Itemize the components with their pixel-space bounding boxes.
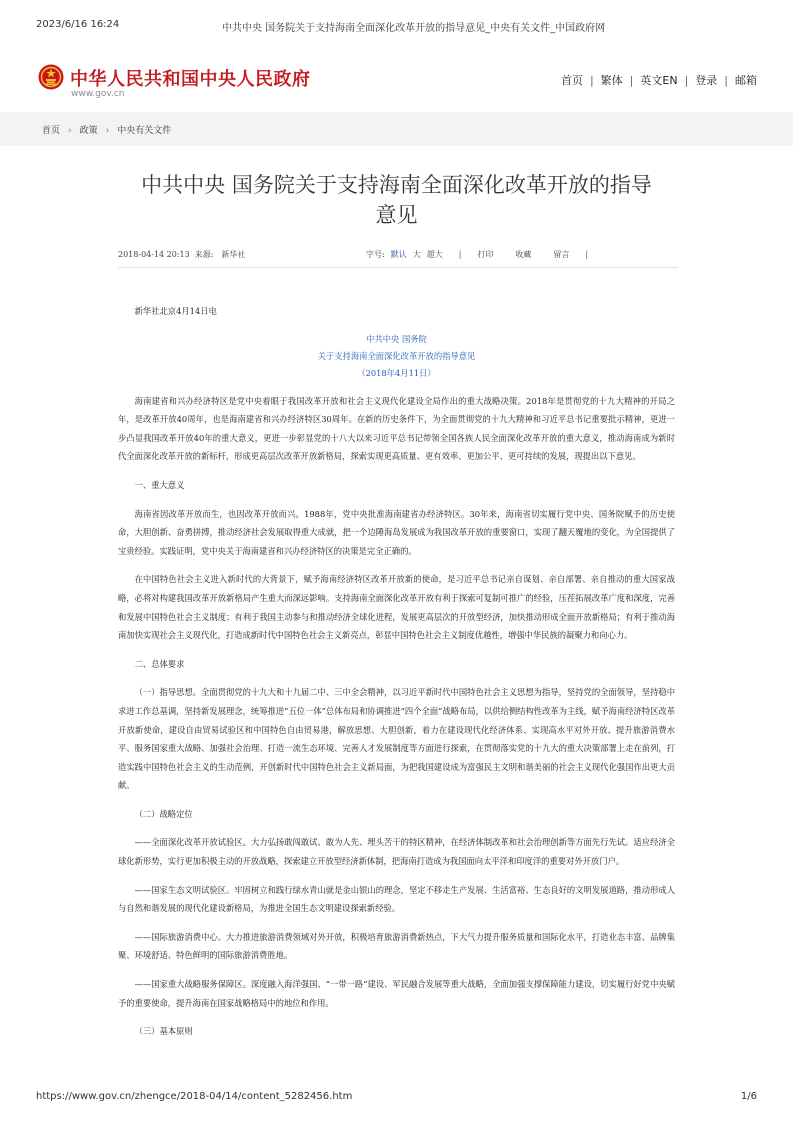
breadcrumb-central-docs[interactable]: 中央有关文件 (117, 126, 172, 136)
font-size-label: 字号: (366, 250, 385, 259)
top-nav (561, 72, 757, 88)
subsection-heading: （三）基本原则 (134, 1026, 193, 1037)
nav-divider: | (589, 74, 594, 87)
paragraph-intro: 海南建省和兴办经济特区是党中央着眼于我国改革开放和社会主义现代化建设全局作出的重大战略决策。2018年是贯彻党的十九大精神的开局之年，是改革开放40周年，也是海南建省和兴办经济特区30周年。在新的历史条件下，为全面贯彻党的十九大精神和习近平总书记重要批示精神，更进一步凸显我国改革开放40年的重大意义，更进一步彰显党的十八大以来习近平总书记带领全国各族人民全面深化改革开放的重大意义，推动海南成为新时代全面深化改革开放的新标杆，形成更高层次改革开放新格局，探索实现更高质量、更有效率、更加公平、更可持续的发展，现提出以下意见。 (118, 395, 675, 462)
paragraph: ——国家重大战略服务保障区。深度融入海洋强国、“一带一路”建设、军民融合发展等重大战略，全面加强支撑保障能力建设，切实履行好党中央赋予的重要使命，提升海南在国家战略格局中的地位和作用。 (118, 979, 675, 1008)
subsection-heading: （二）战略定位 (134, 808, 193, 819)
article-title-line2: 意见 (375, 203, 418, 227)
meta-divider-line (118, 267, 678, 268)
site-name[interactable]: 中华人民共和国中央人民政府 (70, 69, 311, 90)
print-footer (0, 1082, 793, 1112)
article-title (110, 170, 683, 230)
source-value: 新华社 (221, 250, 246, 259)
print-page-title: 中共中央 国务院关于支持海南全面深化改革开放的指导意见_中央有关文件_中国政府网 (222, 23, 606, 34)
site-domain: www.gov.cn (71, 89, 125, 99)
paragraph: ——国家生态文明试验区。牢固树立和践行绿水青山就是金山银山的理念，坚定不移走生产发展、生活富裕、生态良好的文明发展道路，推动形成人与自然和谐发展的现代化建设新格局，为推进全国生态文明建设探索新经验。 (118, 884, 675, 914)
article-title-line1: 中共中央 国务院关于支持海南全面深化改革开放的指导 (141, 173, 652, 197)
article-meta (118, 249, 678, 263)
breadcrumb-separator-icon: › (105, 126, 110, 136)
print-datetime: 2023/6/16 16:24 (36, 19, 120, 30)
meta-divider: | (585, 250, 589, 259)
paragraph: 海南省因改革开放而生，也因改革开放而兴。1988年，党中央批准海南建省办经济特区。30年来，海南省切实履行党中央、国务院赋予的历史使命，大胆创新、奋勇拼搏，推动经济社会发展取得重大成就，把一个边陲海岛发展成为我国改革开放的重要窗口，实现了翻天覆地的变化，为全国提供了宝贵经验。实践证明，党中央关于海南建省和兴办经济特区的决策是完全正确的。 (118, 508, 675, 556)
page-number: 1/6 (740, 1091, 757, 1102)
nav-english-link[interactable]: 英文EN (640, 74, 678, 87)
document-date: （2018年4月11日） (357, 367, 436, 378)
print-url: https://www.gov.cn/zhengce/2018-04/14/content_5282456.htm (36, 1091, 353, 1102)
nav-login-link[interactable]: 登录 (695, 74, 718, 87)
meta-divider: | (458, 250, 462, 259)
paragraph: ——国际旅游消费中心。大力推进旅游消费领域对外开放，积极培育旅游消费新热点，下大气力提升服务质量和国际化水平，打造业态丰富、品牌集聚、环境舒适、特色鲜明的国际旅游消费胜地。 (118, 931, 675, 961)
paragraph: 在中国特色社会主义进入新时代的大背景下，赋予海南经济特区改革开放新的使命，是习近平总书记亲自谋划、亲自部署、亲自推动的重大国家战略，必将对构建我国改革开放新格局产生重大而深远影响。支持海南全面深化改革开放有利于探索可复制可推广的经验，压茬拓展改革广度和深度，完善和发展中国特色社会主义制度；有利于我国主动参与和推动经济全球化进程，发展更高层次的开放型经济，加快推动形成全面开放新格局；有利于推动海南加快实现社会主义现代化，打造成新时代中国特色社会主义新亮点，彰显中国特色社会主义制度优越性，增强中华民族的凝聚力和向心力。 (118, 574, 675, 641)
nav-home-link[interactable]: 首页 (560, 74, 583, 87)
font-size-xlarge[interactable]: 超大 (426, 250, 443, 259)
national-emblem-icon[interactable] (38, 64, 64, 90)
paragraph: （一）指导思想。全面贯彻党的十九大和十九届二中、三中全会精神，以习近平新时代中国特色社会主义思想为指导，坚持党的全面领导，坚持稳中求进工作总基调，坚持新发展理念，统筹推进“五位一体”总体布局和协调推进“四个全面”战略布局，以供给侧结构性改革为主线，赋予海南经济特区改革开放新使命，建设自由贸易试验区和中国特色自由贸易港，解放思想、大胆创新，着力在建设现代化经济体系、实现高水平对外开放、提升旅游消费水平、服务国家重大战略、加强社会治理、打造一流生态环境、完善人才发展制度等方面进行探索，在贯彻落实党的十九大的重大决策部署上走在前列，打造实践中国特色社会主义的生动范例，开创新时代中国特色社会主义新局面，为把我国建设成为富强民主文明和谐美丽的社会主义现代化强国作出更大贡献。 (118, 687, 675, 791)
favorite-button[interactable]: 收藏 (515, 250, 532, 259)
document-header (118, 331, 675, 382)
nav-divider: | (684, 74, 689, 87)
document-name: 关于支持海南全面深化改革开放的指导意见 (317, 350, 476, 361)
nav-traditional-link[interactable]: 繁体 (600, 74, 623, 87)
print-header (0, 0, 793, 40)
publish-date: 2018-04-14 20:13 (118, 250, 190, 259)
breadcrumb (0, 112, 793, 146)
print-button[interactable]: 打印 (477, 250, 494, 259)
source-label: 来源: (194, 250, 214, 259)
comment-button[interactable]: 留言 (553, 250, 570, 259)
breadcrumb-home[interactable]: 首页 (42, 126, 61, 136)
article-body (118, 302, 675, 1051)
site-header (0, 52, 793, 112)
breadcrumb-separator-icon: › (68, 126, 72, 136)
paragraph: ——全面深化改革开放试验区。大力弘扬敢闯敢试、敢为人先、埋头苦干的特区精神，在经济体制改革和社会治理创新等方面先行先试。适应经济全球化新形势，实行更加积极主动的开放战略，探索建立开放型经济新体制，把海南打造成为我国面向太平洋和印度洋的重要对外开放门户。 (118, 837, 675, 867)
section-heading: 一、重大意义 (134, 479, 185, 490)
nav-divider: | (629, 74, 634, 87)
issuer: 中共中央 国务院 (366, 333, 427, 344)
breadcrumb-policy[interactable]: 政策 (79, 126, 98, 136)
dateline: 新华社北京4月14日电 (134, 306, 217, 316)
nav-mail-link[interactable]: 邮箱 (735, 74, 757, 87)
font-size-large[interactable]: 大 (412, 250, 421, 259)
section-heading: 二、总体要求 (134, 658, 185, 669)
font-size-default[interactable]: 默认 (390, 250, 407, 259)
nav-divider: | (724, 74, 728, 87)
